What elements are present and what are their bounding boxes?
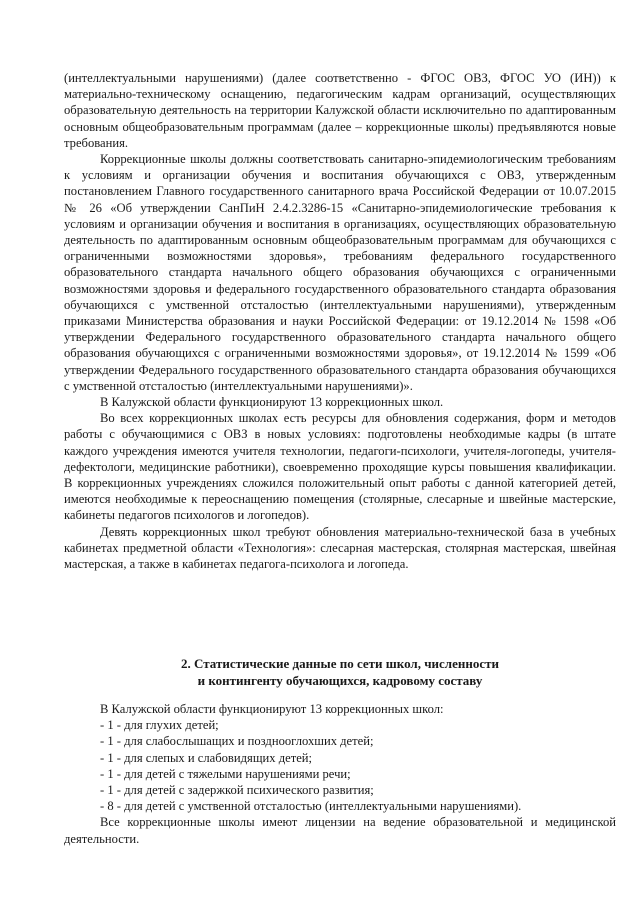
paragraph-technology: Девять коррекционных школ требуют обновления материально-технической база в учебных кабинетах предметной области «Технология»: слесарная мастерская, столярная мастерская, швейная мастерская, а также в кабинетах педагога-психолога и логопеда. — [64, 524, 616, 572]
list-item: - 8 - для детей с умственной отсталостью (интеллектуальными нарушениями). — [100, 799, 522, 814]
body-text — [64, 70, 616, 572]
list-item: - 1 - для детей с тяжелыми нарушениями речи; — [100, 766, 351, 781]
section-heading-line2: и контингенту обучающихся, кадровому составу — [197, 673, 483, 688]
paragraph-school-count: В Калужской области функционируют 13 коррекционных школ. — [100, 395, 444, 410]
paragraph-requirements: (интеллектуальными нарушениями) (далее соответственно - ФГОС ОВЗ, ФГОС УО (ИН)) к материально-техническому оснащению, педагогическим кадрам организаций, осуществляющих образовательную деятельность на территории Калужской области исключительно по адаптированным основным общеобразовательным программам (далее – коррекционные школы) предъявляются новые требования. — [64, 71, 616, 150]
paragraph-sanitary: Коррекционные школы должны соответствовать санитарно-эпидемиологическим требованиям к условиям и организации обучения и воспитания обучающихся с ОВЗ, утвержденным постановлением Главного государственного санитарного врача Российской Федерации от 10.07.2015 № 26 «Об утверждении СанПиН 2.4.2.3286-15 «Санитарно-эпидемиологические требования к условиям и организации обучения и воспитания в организациях, осуществляющих образовательную деятельность по адаптированным основным общеобразовательным программам для обучающихся с ограниченными возможностями здоровья», требованиям федерального государственного образовательного стандарта начального общего образования обучающихся с ограниченными возможностями здоровья и федерального государственного образовательного стандарта образования обучающихся с умственной отсталостью (интеллектуальными нарушениями), утвержденным приказами Министерства образования и науки Российской Федерации: от 19.12.2014 № 1598 «Об утверждении Федерального государственного образовательного стандарта начального общего образования обучающихся с ограниченными возможностями здоровья», от 19.12.2014 № 1599 «Об утверждении Федерального государственного образовательного стандарта образования обучающихся с умственной отсталостью (интеллектуальными нарушениями)». — [64, 152, 616, 393]
list-item: - 1 - для слепых и слабовидящих детей; — [100, 750, 313, 765]
school-list — [64, 701, 616, 847]
paragraph-resources: Во всех коррекционных школах есть ресурсы для обновления содержания, форм и методов работы с обучающимися с ОВЗ в новых условиях: подготовлены необходимые кадры (в штате каждого учреждения имеются учителя технологии, педагоги-психологи, учителя-логопеды, учителя-дефектологи, медицинские работники), своевременно проходящие курсы повышения квалификации. В коррекционных учреждениях сложился положительный опыт работы с данной категорией детей, имеются необходимые к переоснащению помещения (столярные, слесарные и швейные мастерские, кабинеты педагогов психологов и логопедов). — [64, 411, 616, 523]
closing-paragraph: Все коррекционные школы имеют лицензии на ведение образовательной и медицинской деятельности. — [64, 815, 616, 846]
section-heading — [64, 655, 616, 689]
list-intro: В Калужской области функционируют 13 коррекционных школ: — [100, 702, 444, 716]
list-item: - 1 - для глухих детей; — [100, 718, 219, 733]
list-item: - 1 - для слабослышащих и позднооглохших детей; — [100, 734, 374, 749]
list-item: - 1 - для детей с задержкой психического развития; — [100, 783, 374, 798]
section-heading-line1: 2. Статистические данные по сети школ, численности — [181, 656, 499, 671]
